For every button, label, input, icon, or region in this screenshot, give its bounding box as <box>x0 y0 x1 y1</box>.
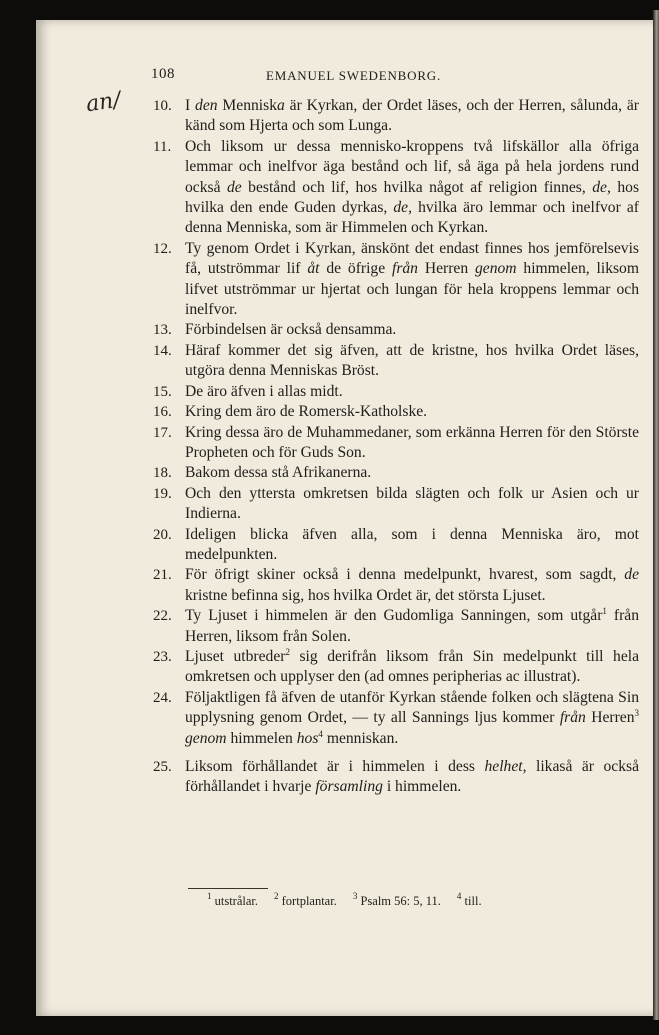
italic-text: de <box>226 178 242 196</box>
paragraph-number: 22. <box>153 608 172 625</box>
paragraph-text <box>185 402 639 422</box>
paragraph <box>153 688 639 749</box>
running-title: EMANUEL SWEDENBORG. <box>266 68 442 83</box>
footnote <box>274 891 337 908</box>
footnote <box>456 891 482 908</box>
paragraph-number: 23. <box>153 648 172 665</box>
body-text <box>153 96 639 798</box>
text-run: hvilka äro lemmar och inelfvor af denna Menniska, som är Himmelen och Kyrkan. <box>185 199 639 237</box>
italic-text: de, <box>592 178 611 196</box>
paragraph <box>153 341 639 382</box>
footnote-text: till. <box>461 894 482 908</box>
paragraph-text <box>185 525 639 566</box>
paragraph-number: 11. <box>153 138 172 155</box>
text-run: himmelen <box>226 729 297 747</box>
italic-text: de, <box>393 199 412 217</box>
italic-text: församling <box>315 778 383 796</box>
book-page <box>36 20 656 1016</box>
paragraph <box>153 565 639 606</box>
footnote-rule <box>188 888 268 889</box>
text-run: från Herren, liksom från Solen. <box>185 607 639 645</box>
footnote-ref: 2 <box>285 646 290 657</box>
paragraph-number: 16. <box>153 404 172 421</box>
footnote-ref: 1 <box>602 606 607 617</box>
paragraph-number: 21. <box>153 567 172 584</box>
footnote-text: utstrålar. <box>211 894 259 908</box>
paragraph-text <box>185 423 639 464</box>
paragraph-number: 20. <box>153 526 172 543</box>
text-run: För öfrigt skiner också i denna medelpunkt, hvarest, som sagdt, <box>185 566 625 584</box>
text-run: likaså är också förhållandet i hvarje <box>185 758 639 796</box>
paragraph-text <box>185 320 639 340</box>
page-header <box>36 66 656 86</box>
footnote-text: Psalm 56: 5, 11. <box>357 894 441 908</box>
text-run: Häraf kommer det sig äfven, att de kristne, hos hvilka Ordet läses, utgöra denna Menniskas Bröst. <box>185 341 639 380</box>
page-number: 108 <box>151 66 175 82</box>
footnote-mark: 2 <box>274 891 279 901</box>
paragraph <box>153 382 639 402</box>
footnote-ref: 3 <box>634 708 640 719</box>
paragraph-number: 10. <box>153 98 172 114</box>
text-run: Följaktligen få äfven de utanför Kyrkan stående folken och slägtena Sin upplysning genom Ordet, — ty all Sannings ljus kommer <box>185 688 639 727</box>
text-run: Liksom förhållandet är i himmelen i dess <box>185 758 485 775</box>
paragraph-text <box>185 239 639 321</box>
footnote-mark: 3 <box>352 891 358 901</box>
italic-text: från <box>391 260 418 278</box>
paragraph-number: 18. <box>153 465 172 482</box>
paragraph <box>153 402 639 422</box>
italic-text: de <box>624 566 639 584</box>
text-run: de öfrige <box>319 260 392 278</box>
text-run: bestånd och lif, hos hvilka något af religion finnes, <box>241 178 593 196</box>
paragraph-text <box>185 137 639 239</box>
text-run: Ideligen blicka äfven alla, som i denna Menniska äro, mot medelpunkten. <box>185 525 639 563</box>
text-run: Förbindelsen är också densamma. <box>185 321 397 339</box>
footnotes <box>207 891 498 909</box>
text-run: Bakom dessa stå Afrikanerna. <box>185 464 372 482</box>
paragraph <box>153 606 639 647</box>
paragraph-number: 19. <box>153 485 172 502</box>
paragraph-text <box>185 606 639 647</box>
italic-text: genom <box>185 729 227 747</box>
paragraph <box>153 484 639 525</box>
footnote-mark: 1 <box>207 891 212 901</box>
paragraph-number: 25. <box>153 759 172 775</box>
paragraph <box>153 137 639 239</box>
italic-text: den <box>195 97 218 114</box>
paragraph-number: 24. <box>153 689 172 706</box>
paragraph <box>153 423 639 464</box>
footnote-mark: 4 <box>456 891 462 901</box>
handwritten-margin-note: an/ <box>84 87 123 118</box>
footnote <box>207 891 259 908</box>
italic-text: hos <box>296 729 319 747</box>
italic-text: genom <box>474 260 517 278</box>
text-run: menniskan. <box>322 729 399 747</box>
text-run: Herren <box>417 260 475 278</box>
paragraph <box>153 96 639 137</box>
paragraph-text <box>185 647 639 688</box>
paragraph-text <box>185 757 639 798</box>
paragraph-number: 15. <box>153 383 172 400</box>
text-run: Herren <box>585 709 635 727</box>
paragraph-number: 13. <box>153 322 172 339</box>
paragraph-text <box>185 96 639 137</box>
paragraph-text <box>185 341 639 382</box>
paragraph <box>153 463 639 483</box>
paragraph-text <box>185 565 639 606</box>
text-run: Kring dessa äro de Muhammedaner, som erkänna Herren för den Störste Propheten och för Guds Son. <box>185 423 639 461</box>
paragraph <box>153 647 639 688</box>
italic-text: a <box>277 97 285 114</box>
text-run: I <box>185 97 196 114</box>
paragraph-number: 12. <box>153 240 172 257</box>
footnote-text: fortplantar. <box>278 894 337 908</box>
text-run: Mennisk <box>217 97 277 114</box>
text-run: De äro äfven i allas midt. <box>185 382 343 400</box>
text-run: Ljuset utbreder <box>185 647 286 665</box>
paragraph-number: 17. <box>153 424 172 441</box>
paragraph <box>153 320 639 340</box>
text-run: Och liksom ur dessa mennisko-kroppens två lifskällor alla öfriga lemmar och inelfvor äga bestånd och lif, så äga på hela jordens rund också <box>185 137 639 196</box>
footnote-ref: 4 <box>318 728 323 739</box>
text-run: Ty genom Ordet i Kyrkan, änskönt det endast finnes hos jemförelsevis få, utströmmar lif <box>185 239 639 278</box>
text-run: sig derifrån liksom från Sin medelpunkt till hela omkretsen och upplyser den (ad omnes peripherias ac illustrat). <box>185 647 639 686</box>
paragraph <box>153 757 639 798</box>
text-run: är Kyrkan, der Ordet läses, och der Herren, sålunda, är känd som Hjerta och som Lunga. <box>185 97 639 135</box>
page-edge <box>653 10 659 1020</box>
paragraph-text <box>185 463 639 483</box>
italic-text: helhet, <box>484 758 527 775</box>
text-run: Ty Ljuset i himmelen är den Gudomliga Sanningen, som utgår <box>185 607 603 625</box>
text-run: Kring dem äro de Romersk-Katholske. <box>185 403 428 421</box>
paragraph-number: 14. <box>153 342 172 359</box>
italic-text: åt <box>307 260 320 278</box>
text-run: himmelen, liksom lifvet utströmmar ur hjertat och lungan för hela kroppens lemmar och inelfvor. <box>185 260 639 319</box>
footnote <box>352 891 441 908</box>
text-run: kristne befinna sig, hos hvilka Ordet är, det största Ljuset. <box>185 586 546 604</box>
paragraph <box>153 239 639 321</box>
paragraph-text <box>185 382 639 402</box>
text-run: Och den yttersta omkretsen bilda slägten och folk ur Asien och ur Indierna. <box>185 484 639 523</box>
text-run: i himmelen. <box>382 778 462 796</box>
text-run: hos hvilka den ende Guden dyrkas, <box>185 178 640 217</box>
paragraph <box>153 525 639 566</box>
paragraph-text <box>185 688 639 749</box>
italic-text: från <box>559 709 586 727</box>
paragraph-text <box>185 484 639 525</box>
